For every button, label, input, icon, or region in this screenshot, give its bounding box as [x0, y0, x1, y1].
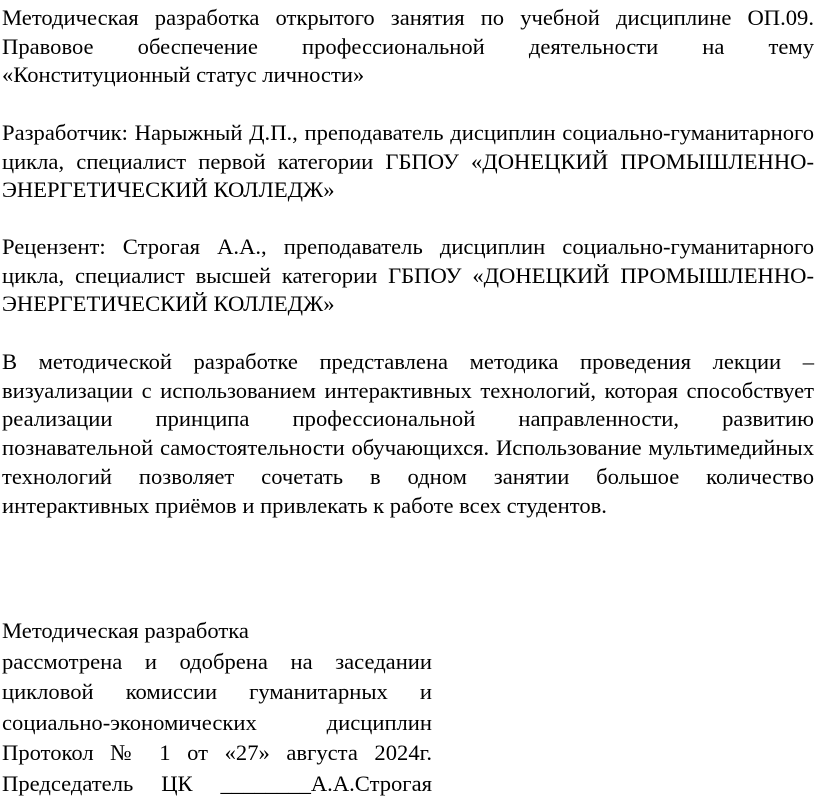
protocol-line: Протокол № 1 от «27» августа 2024г.	[2, 740, 432, 766]
approval-line-2: рассмотрена и одобрена на заседании	[2, 648, 432, 674]
chairman-signature-line: Председатель ЦК ________А.А.Строгая	[2, 770, 432, 796]
title-paragraph: Методическая разработка открытого занятия по учебной дисциплине ОП.09. Правовое обеспечение профессиональной деятельности на тему «Конституционный статус личности»	[2, 5, 814, 88]
abstract-paragraph: В методической разработке представлена методика проведения лекции – визуализации с использованием интерактивных технологий, которая способствует реализации принципа профессиональной направленности, развитию познавательной самостоятельности обучающихся. Использование мультимедийных технологий позволяет сочетать в одном занятии большое количество интерактивных приёмов и привлекать к работе всех студентов.	[2, 349, 814, 518]
approval-line-1: Методическая разработка	[2, 618, 249, 643]
developer-paragraph: Разработчик: Нарыжный Д.П., преподаватель дисциплин социально-гуманитарного цикла, специалист первой категории ГБПОУ «ДОНЕЦКИЙ ПРОМЫШЛЕННО-ЭНЕРГЕТИЧЕСКИЙ КОЛЛЕДЖ»	[2, 120, 814, 203]
approval-block	[2, 616, 432, 800]
reviewer-paragraph: Рецензент: Строгая А.А., преподаватель дисциплин социально-гуманитарного цикла, специалист высшей категории ГБПОУ «ДОНЕЦКИЙ ПРОМЫШЛЕННО-ЭНЕРГЕТИЧЕСКИЙ КОЛЛЕДЖ»	[2, 234, 814, 317]
approval-line-3: цикловой комиссии гуманитарных и	[2, 679, 432, 705]
approval-line-4: социально-экономических дисциплин	[2, 709, 432, 735]
